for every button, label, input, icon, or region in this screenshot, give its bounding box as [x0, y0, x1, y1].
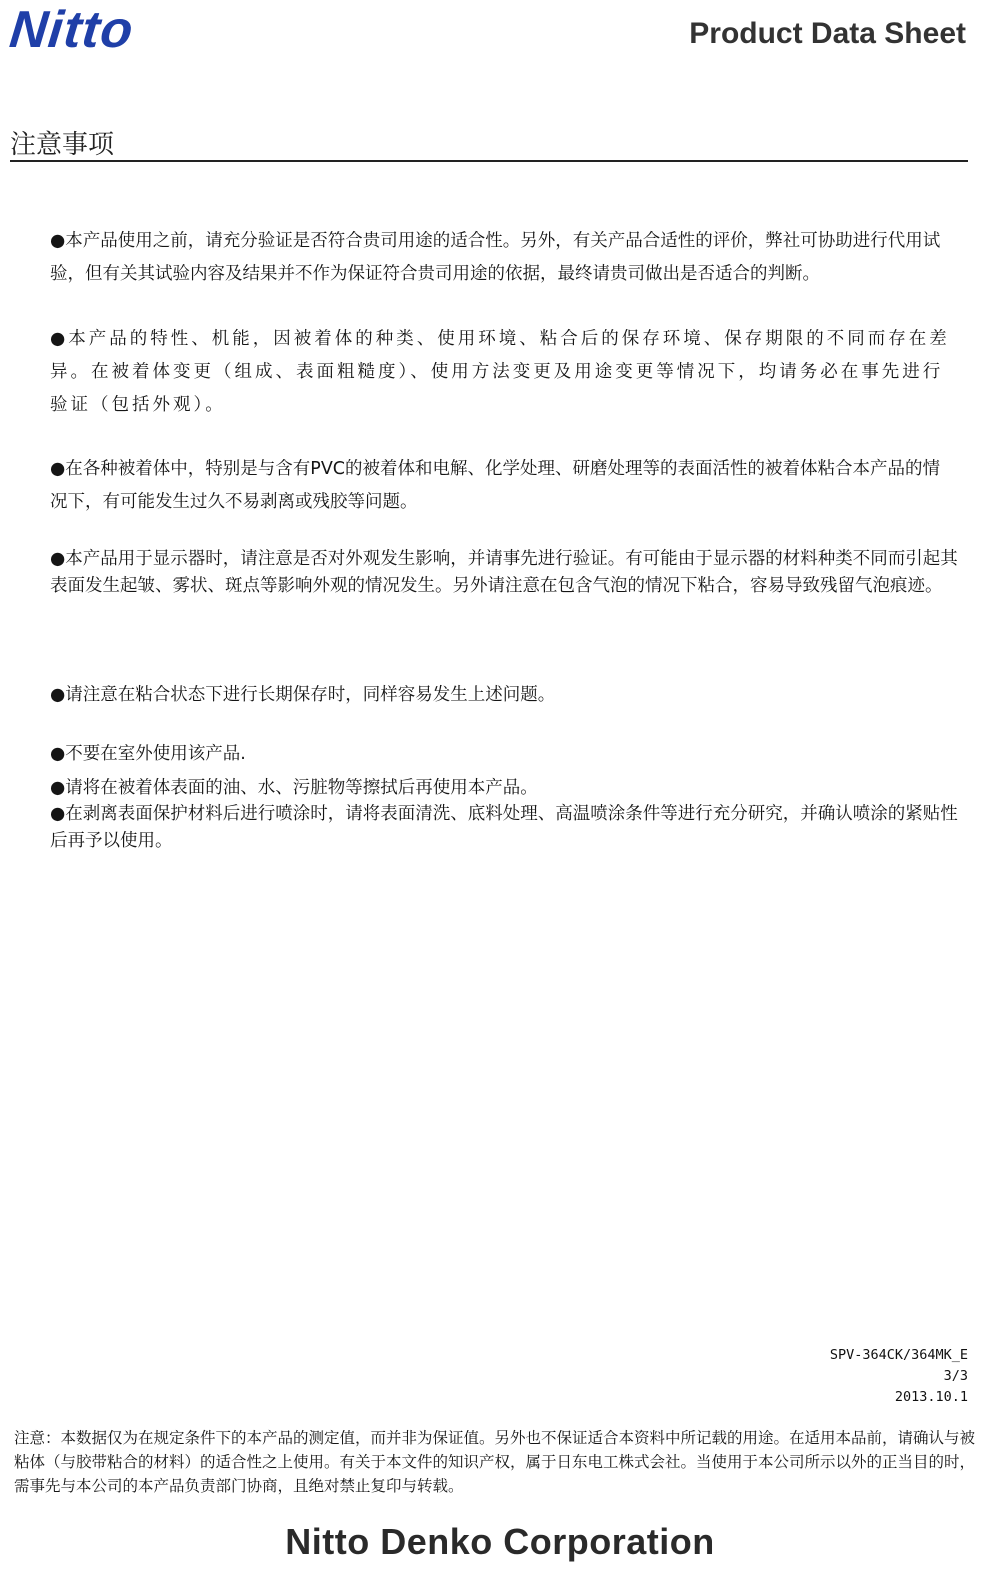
document-info — [830, 1345, 968, 1408]
title-divider — [10, 160, 968, 162]
note-paragraph-1: ●本产品使用之前，请充分验证是否符合贵司用途的适合性。另外，有关产品合适性的评价，弊社可协助进行代用试验，但有关其试验内容及结果并不作为保证符合贵司用途的依据，最终请贵司做出是否适合的判断。 — [50, 231, 941, 284]
note-paragraph-6: ●不要在室外使用该产品. — [50, 744, 246, 764]
note-paragraph-2: ●本产品的特性、机能，因被着体的种类、使用环境、粘合后的保存环境、保存期限的不同而存在差异。在被着体变更（组成、表面粗糙度）、使用方法变更及用途变更等情况下，均请务必在事先进行验证（包括外观）。 — [50, 329, 950, 415]
company-footer-logo: Nitto Denko Corporation — [285, 1521, 715, 1562]
document-date: 2013.10.1 — [894, 1389, 968, 1405]
note-paragraph-3: ●在各种被着体中，特别是与含有PVC的被着体和电解、化学处理、研磨处理等的表面活性的被着体粘合本产品的情况下，有可能发生过久不易剥离或残胶等问题。 — [50, 459, 941, 512]
note-paragraph-8: ●在剥离表面保护材料后进行喷涂时，请将表面清洗、底料处理、高温喷涂条件等进行充分研究，并确认喷涂的紧贴性后再予以使用。 — [50, 804, 958, 851]
nitto-logo: Nitto — [6, 1, 137, 59]
page-number: 3/3 — [943, 1368, 968, 1384]
note-paragraph-5: ●请注意在粘合状态下进行长期保存时，同样容易发生上述问题。 — [50, 685, 556, 705]
note-paragraph-4: ●本产品用于显示器时，请注意是否对外观发生影响，并请事先进行验证。有可能由于显示器的材料种类不同而引起其表面发生起皱、雾状、斑点等影响外观的情况发生。另外请注意在包含气泡的情况下粘合，容易导致残留气泡痕迹。 — [50, 549, 958, 596]
section-title: 注意事项 — [10, 130, 115, 160]
document-type-title: Product Data Sheet — [689, 17, 966, 50]
disclaimer-text: 注意：本数据仅为在规定条件下的本产品的测定值，而并非为保证值。另外也不保证适合本资料中所记载的用途。在适用本品前，请确认与被粘体（与胶带粘合的材料）的适合性之上使用。有关于本文件的知识产权，属于日东电工株式会社。当使用于本公司所示以外的正当目的时，需事先与本公司的本产品负责部门协商，且绝对禁止复印与转载。 — [14, 1429, 976, 1495]
note-paragraph-7: ●请将在被着体表面的油、水、污脏物等擦拭后再使用本产品。 — [50, 778, 538, 798]
document-code: SPV-364CK/364MK_E — [829, 1347, 968, 1363]
